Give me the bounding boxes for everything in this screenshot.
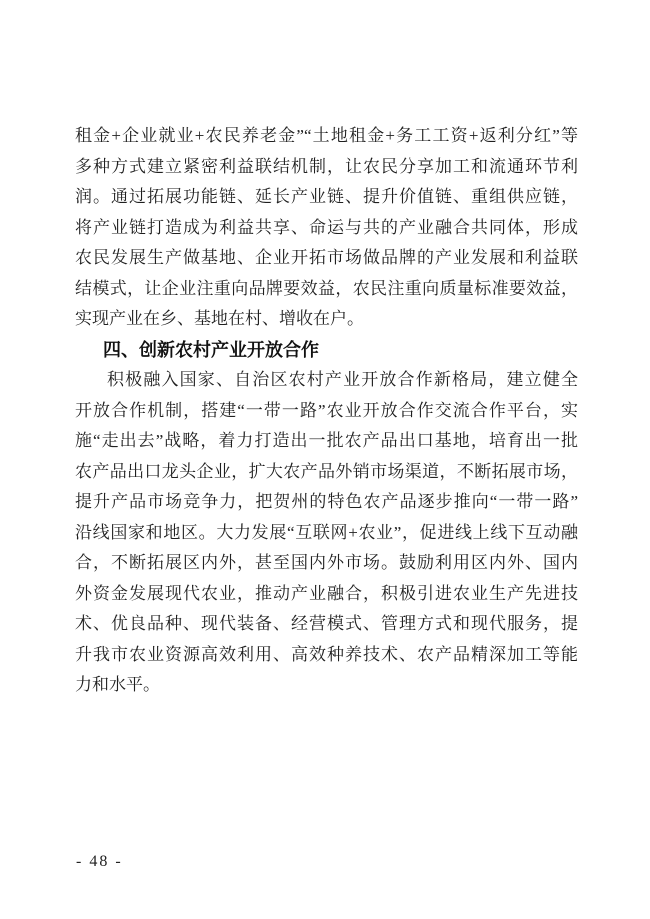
text-line: 施“走出去”战略，着力打造出一批农产品出口基地，培育出一批 xyxy=(75,431,578,450)
text-line: 积极融入国家、自治区农村产业开放合作新格局，建立健全 xyxy=(107,370,578,389)
text-line: 将产业链打造成为利益共享、命运与共的产业融合共同体，形成 xyxy=(75,217,578,237)
section-heading: 四、创新农村产业开放合作 xyxy=(103,339,319,360)
page-number: - 48 - xyxy=(76,853,123,870)
text-line: 润。通过拓展功能链、延长产业链、提升价值链、重组供应链， xyxy=(75,187,578,206)
text-line: 外资金发展现代农业，推动产业融合，积极引进农业生产先进技 xyxy=(75,583,578,603)
text-line: 提升产品市场竞争力，把贺州的特色农产品逐步推向“一带一路” xyxy=(75,492,578,511)
text-line: 开放合作机制，搭建“一带一路”农业开放合作交流合作平台，实 xyxy=(75,400,578,420)
text-line: 租金+企业就业+农民养老金”“土地租金+务工工资+返利分红”等 xyxy=(75,126,578,145)
text-line: 实现产业在乡、基地在村、增收在户。 xyxy=(75,309,364,328)
document-body xyxy=(75,121,578,701)
text-line: 合，不断拓展区内外，甚至国内外市场。鼓励利用区内外、国内 xyxy=(75,553,578,572)
text-line: 多种方式建立紧密利益联结机制，让农民分享加工和流通环节利 xyxy=(75,156,578,176)
text-line: 力和水平。 xyxy=(75,675,160,694)
text-line: 农产品出口龙头企业，扩大农产品外销市场渠道，不断拓展市场， xyxy=(75,461,578,481)
text-line: 沿线国家和地区。大力发展“互联网+农业”，促进线上线下互动融 xyxy=(75,522,578,542)
text-line: 升我市农业资源高效利用、高效种养技术、农产品精深加工等能 xyxy=(75,644,578,664)
text-line: 农民发展生产做基地、企业开拓市场做品牌的产业发展和利益联 xyxy=(75,248,578,267)
text-line: 结模式，让企业注重向品牌要效益，农民注重向质量标准要效益， xyxy=(75,278,578,298)
text-line: 术、优良品种、现代装备、经营模式、管理方式和现代服务，提 xyxy=(75,614,578,633)
